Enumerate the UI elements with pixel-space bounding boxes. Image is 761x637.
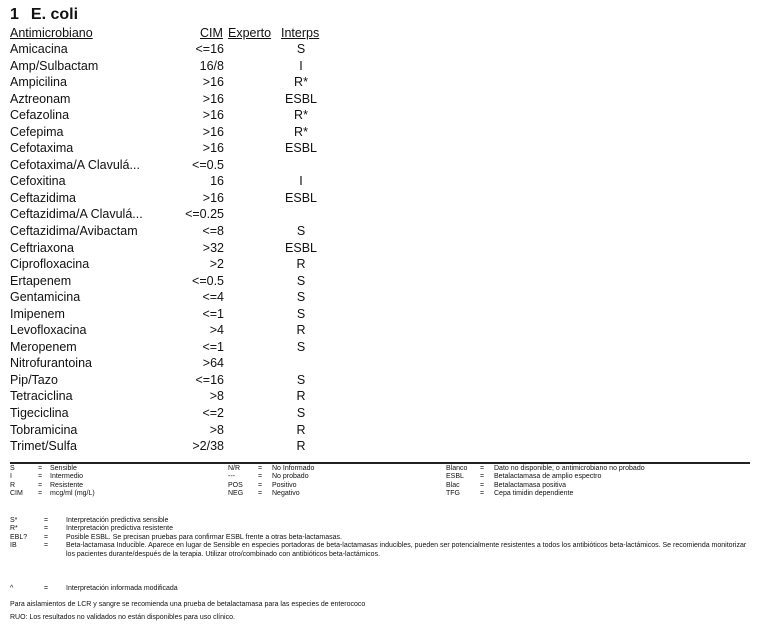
note-item — [10, 525, 750, 533]
mic-value: >16 — [202, 108, 224, 123]
legend-text: Resistente — [50, 481, 84, 489]
susceptibility-table — [0, 42, 761, 456]
note-equals: = — [44, 533, 49, 541]
table-row — [0, 323, 761, 340]
legend-text: Positivo — [272, 481, 297, 489]
legend-text: Negativo — [272, 490, 300, 498]
table-row — [0, 356, 761, 373]
table-row — [0, 373, 761, 390]
footer-line-1: Para aislamientos de LCR y sangre se recomienda una prueba de betalactamasa para las especies de enterococo — [10, 601, 366, 608]
legend-symbol: ESBL — [446, 473, 464, 481]
legend-symbol: NEG — [228, 490, 244, 498]
header-antimicrobial: Antimicrobiano — [10, 26, 93, 40]
interpretation: ESBL — [285, 91, 317, 106]
table-row — [0, 257, 761, 274]
note-equals: = — [44, 525, 49, 533]
legend-symbol: S — [10, 465, 15, 472]
antimicrobial-name: Ceftazidima/Avibactam — [10, 224, 138, 239]
legend-item — [446, 473, 751, 481]
legend-equals: = — [38, 465, 43, 472]
table-row — [0, 340, 761, 357]
legend-equals: = — [258, 490, 263, 498]
legend-text: Intermedio — [50, 473, 84, 481]
note-item — [10, 542, 750, 559]
mic-value: >64 — [202, 356, 224, 371]
note-text: Beta-lactamasa Inducible. Aparece en lugar de Sensible en especies portadoras de beta-lactamasas inducibles, pueden ser potencialmente resistentes a todos los antibióticos beta-lactámicos. Se recomienda monitorizar los pacientes durante/después de la terapia. Utilizar otro/combinado con antibióticos beta-lactámicos. — [66, 542, 747, 558]
antimicrobial-name: Imipenem — [10, 306, 65, 321]
interpretation: S — [296, 372, 306, 387]
modified-equals: = — [44, 585, 49, 592]
table-row — [0, 92, 761, 109]
legend-text: Sensible — [50, 465, 77, 472]
antimicrobial-name: Cefepima — [10, 124, 64, 139]
legend-item — [446, 482, 751, 490]
modified-text: Interpretación informada modificada — [66, 585, 178, 592]
legend-item — [228, 473, 428, 481]
interpretation: ESBL — [285, 240, 317, 255]
legend-column-1 — [10, 465, 210, 499]
antimicrobial-name: Ampicilina — [10, 75, 67, 90]
mic-value: <=0.5 — [192, 157, 224, 172]
legend-equals: = — [258, 481, 263, 489]
organism-name: E. coli — [30, 6, 79, 23]
legend-item — [10, 482, 210, 490]
note-symbol: EBL? — [10, 533, 28, 541]
interpretation: R — [296, 257, 306, 272]
table-row — [0, 224, 761, 241]
interpretation: S — [296, 339, 306, 354]
antimicrobial-name: Cefotaxima/A Clavulá... — [10, 157, 140, 172]
legend-symbol: TFG — [446, 490, 460, 498]
note-symbol: R* — [10, 525, 18, 533]
interpretation: I — [299, 174, 303, 189]
legend-item — [10, 473, 210, 481]
legend-symbol: Blanco — [446, 465, 468, 472]
table-row — [0, 274, 761, 291]
table-row — [0, 59, 761, 76]
legend-symbol: N/R — [228, 465, 241, 472]
note-text: Interpretación predictiva sensible — [66, 517, 169, 524]
interpretation: R — [296, 389, 306, 404]
note-symbol: S* — [10, 517, 18, 524]
table-row — [0, 158, 761, 175]
interpretation: S — [296, 406, 306, 421]
mic-value: >32 — [202, 240, 224, 255]
legend-equals: = — [38, 481, 43, 489]
antimicrobial-name: Levofloxacina — [10, 323, 87, 338]
legend-text: mcg/ml (mg/L) — [50, 490, 95, 498]
interpretation-notes — [10, 517, 750, 559]
mic-value: <=4 — [202, 290, 224, 305]
mic-value: <=16 — [195, 42, 224, 56]
legend-text: Dato no disponible, o antimicrobiano no probado — [494, 465, 645, 472]
interpretation: S — [296, 290, 306, 305]
note-text: Interpretación predictiva resistente — [66, 525, 173, 533]
legend-equals: = — [480, 490, 485, 498]
legend-text: Betalactamasa de amplio espectro — [494, 473, 602, 481]
antimicrobial-name: Nitrofurantoina — [10, 356, 92, 371]
interpretation: ESBL — [285, 190, 317, 205]
legend-text: Betalactamasa positiva — [494, 481, 566, 489]
mic-value: <=16 — [195, 372, 224, 387]
legend-equals: = — [258, 465, 263, 472]
table-row — [0, 406, 761, 423]
interpretation: ESBL — [285, 141, 317, 156]
legend-text: Cepa timidin dependiente — [494, 490, 574, 498]
interpretation: R — [296, 323, 306, 338]
antimicrobial-name: Meropenem — [10, 339, 77, 354]
table-row — [0, 389, 761, 406]
table-row — [0, 125, 761, 142]
mic-value: >2 — [209, 257, 224, 272]
mic-value: >8 — [209, 422, 224, 437]
note-item — [10, 517, 750, 525]
mic-value: <=1 — [202, 339, 224, 354]
table-row — [0, 191, 761, 208]
note-item — [10, 534, 750, 542]
legend-item — [446, 465, 751, 473]
antimicrobial-name: Ceftazidima/A Clavulá... — [10, 207, 143, 222]
legend-equals: = — [258, 473, 263, 481]
legend-symbol: I — [10, 473, 12, 481]
legend-item — [228, 465, 428, 473]
legend-equals: = — [38, 473, 43, 481]
legend-item — [446, 490, 751, 498]
mic-value: >16 — [202, 91, 224, 106]
table-row — [0, 290, 761, 307]
interpretation: S — [296, 42, 306, 56]
legend-equals: = — [480, 465, 485, 472]
interpretation: R* — [294, 108, 308, 123]
interpretation: S — [296, 273, 306, 288]
legend-symbol: Blac — [446, 481, 460, 489]
report-title — [10, 6, 78, 24]
modified-symbol: ^ — [10, 585, 14, 592]
mic-value: 16/8 — [199, 58, 224, 73]
table-row — [0, 141, 761, 158]
mic-value: >4 — [209, 323, 224, 338]
table-row — [0, 423, 761, 440]
antimicrobial-name: Tigeciclina — [10, 406, 69, 421]
table-row — [0, 241, 761, 258]
legend-symbol: CIM — [10, 490, 23, 498]
modified-note — [10, 585, 750, 593]
legend-item — [10, 465, 210, 473]
antimicrobial-name: Amicacina — [10, 42, 68, 56]
table-row — [0, 42, 761, 59]
header-interp: Interps — [281, 26, 320, 40]
legend-text: No probado — [272, 473, 309, 481]
legend-symbol: --- — [228, 473, 235, 481]
note-text: Posible ESBL. Se precisan pruebas para confirmar ESBL frente a otras beta-lactamasas. — [66, 533, 342, 541]
table-row — [0, 75, 761, 92]
mic-value: <=0.5 — [192, 273, 224, 288]
antimicrobial-name: Aztreonam — [10, 91, 71, 106]
antimicrobial-name: Tobramicina — [10, 422, 78, 437]
interpretation: S — [296, 224, 306, 239]
antimicrobial-name: Ertapenem — [10, 273, 72, 288]
interpretation: S — [296, 306, 306, 321]
mic-value: >8 — [209, 389, 224, 404]
legend-item — [10, 490, 210, 498]
interpretation: R — [296, 439, 306, 454]
antimicrobial-name: Amp/Sulbactam — [10, 58, 99, 73]
legend-item — [228, 482, 428, 490]
mic-value: >16 — [202, 141, 224, 156]
mic-value: 16 — [210, 174, 224, 189]
table-row — [0, 174, 761, 191]
legend-equals: = — [480, 473, 485, 481]
legend-symbol: R — [10, 481, 16, 489]
antimicrobial-name: Gentamicina — [10, 290, 81, 305]
mic-value: <=0.25 — [185, 207, 224, 222]
note-symbol: IB — [10, 542, 17, 550]
footer-line-2: RUO: Los resultados no validados no están disponibles para uso clínico. — [10, 614, 235, 621]
antimicrobial-name: Trimet/Sulfa — [10, 439, 77, 454]
legend-column-2 — [228, 465, 428, 499]
legend-item — [228, 490, 428, 498]
interpretation: R — [296, 422, 306, 437]
mic-value: >16 — [202, 190, 224, 205]
header-expert: Experto — [228, 26, 272, 40]
antimicrobial-name: Ciprofloxacina — [10, 257, 90, 272]
legend-symbol: POS — [228, 481, 243, 489]
divider — [10, 462, 750, 464]
mic-value: <=8 — [202, 224, 224, 239]
interpretation: I — [299, 58, 303, 73]
note-equals: = — [44, 542, 49, 550]
interpretation: R* — [294, 75, 308, 90]
antimicrobial-name: Cefoxitina — [10, 174, 66, 189]
antimicrobial-name: Pip/Tazo — [10, 372, 58, 387]
legend-equals: = — [480, 481, 485, 489]
header-mic: CIM — [200, 26, 223, 40]
legend-equals: = — [38, 490, 43, 498]
interpretation: R* — [294, 124, 308, 139]
mic-value: >16 — [202, 75, 224, 90]
table-row — [0, 307, 761, 324]
mic-value: <=1 — [202, 306, 224, 321]
mic-value: >2/38 — [192, 439, 224, 454]
mic-value: <=2 — [202, 406, 224, 421]
antimicrobial-name: Tetraciclina — [10, 389, 73, 404]
isolate-number: 1 — [10, 6, 19, 23]
antimicrobial-name: Ceftazidima — [10, 190, 76, 205]
antimicrobial-name: Cefotaxima — [10, 141, 74, 156]
antimicrobial-name: Ceftriaxona — [10, 240, 74, 255]
legend-text: No Informado — [272, 465, 315, 472]
table-row — [0, 207, 761, 224]
note-equals: = — [44, 517, 49, 524]
legend-column-3 — [446, 465, 751, 499]
table-row — [0, 439, 761, 456]
antimicrobial-name: Cefazolina — [10, 108, 70, 123]
mic-value: >16 — [202, 124, 224, 139]
table-row — [0, 108, 761, 125]
